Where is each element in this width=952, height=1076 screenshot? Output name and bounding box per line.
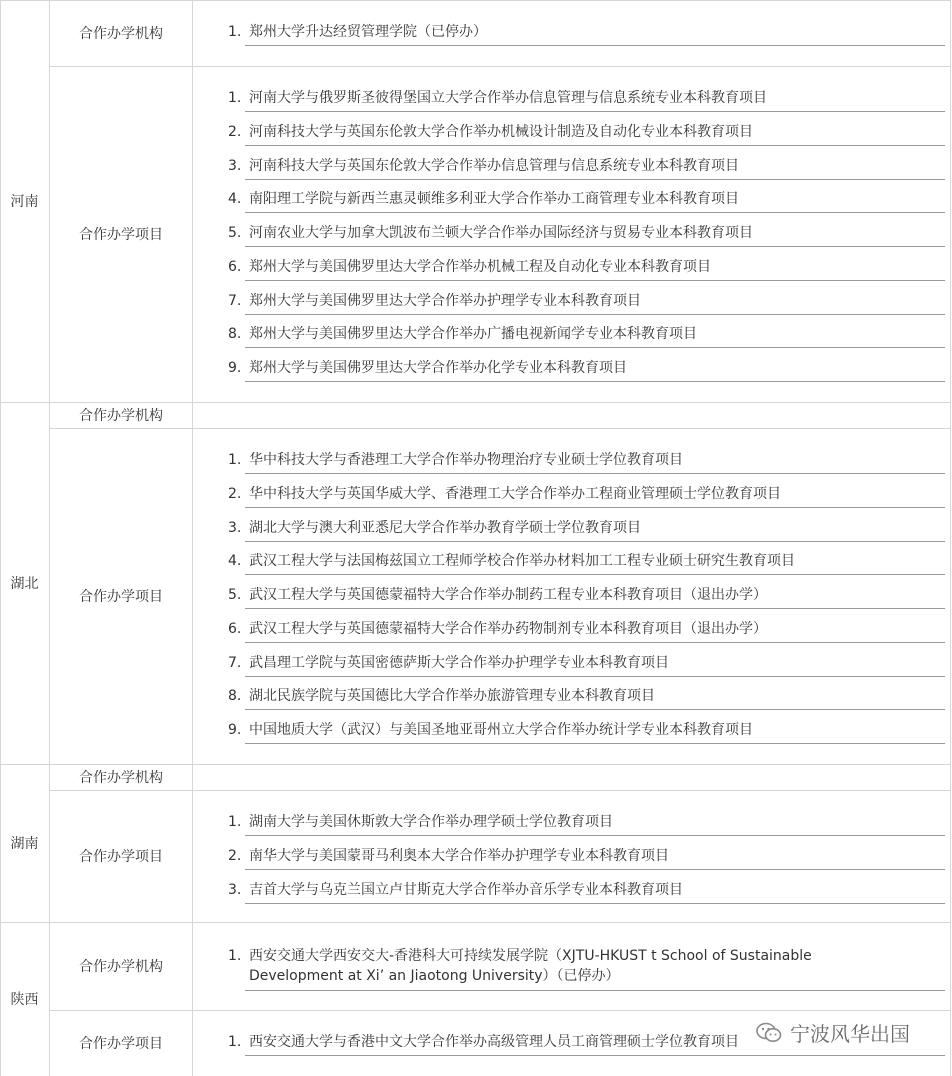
category-project: 合作办学项目 (79, 589, 163, 605)
list-item: 1. 西安交通大学与香港中文大学合作举办高级管理人员工商管理硕士学位教育项目 (228, 1034, 739, 1050)
watermark-text: 宁波风华出国 (790, 1022, 910, 1046)
list-item: 1. 河南大学与俄罗斯圣彼得堡国立大学合作举办信息管理与信息系统专业本科教育项目 (228, 90, 767, 106)
item-underline (245, 179, 945, 180)
province-shaanxi: 陕西 (10, 992, 39, 1008)
province-hubei: 湖北 (10, 576, 39, 592)
list-item: 1. 郑州大学升达经贸管理学院（已停办） (228, 24, 487, 40)
item-underline (245, 111, 945, 112)
list-item: 3. 湖北大学与澳大利亚悉尼大学合作举办教育学硕士学位教育项目 (228, 520, 641, 536)
watermark (756, 1018, 910, 1047)
list-item: 1. 华中科技大学与香港理工大学合作举办物理治疗专业硕士学位教育项目 (228, 452, 683, 468)
item-underline (245, 541, 945, 542)
list-item: 3. 吉首大学与乌克兰国立卢甘斯克大学合作举办音乐学专业本科教育项目 (228, 882, 683, 898)
item-underline (245, 642, 945, 643)
item-underline (245, 869, 945, 870)
list-item: 5. 河南农业大学与加拿大凯波布兰顿大学合作举办国际经济与贸易专业本科教育项目 (228, 225, 753, 241)
item-underline (245, 381, 945, 382)
category-institution: 合作办学机构 (79, 26, 163, 42)
list-item: 7. 郑州大学与美国佛罗里达大学合作举办护理学专业本科教育项目 (228, 293, 641, 309)
province-henan: 河南 (10, 194, 39, 210)
list-item: 6. 武汉工程大学与英国德蒙福特大学合作举办药物制剂专业本科教育项目（退出办学） (228, 621, 767, 637)
item-underline (245, 709, 945, 710)
list-item: 9. 郑州大学与美国佛罗里达大学合作举办化学专业本科教育项目 (228, 360, 627, 376)
category-project: 合作办学项目 (79, 227, 163, 243)
list-item: 3. 河南科技大学与英国东伦敦大学合作举办信息管理与信息系统专业本科教育项目 (228, 158, 739, 174)
list-item: 7. 武昌理工学院与英国密德萨斯大学合作举办护理学专业本科教育项目 (228, 655, 669, 671)
item-underline (245, 246, 945, 247)
item-underline (245, 990, 945, 991)
wechat-icon (756, 1022, 782, 1044)
table-border-right (950, 0, 951, 1076)
item-underline (245, 903, 945, 904)
list-item: 8. 郑州大学与美国佛罗里达大学合作举办广播电视新闻学专业本科教育项目 (228, 326, 697, 342)
item-underline (245, 835, 945, 836)
category-project: 合作办学项目 (79, 1036, 163, 1052)
list-item: 2. 华中科技大学与英国华威大学、香港理工大学合作举办工程商业管理硕士学位教育项目 (228, 486, 781, 502)
list-item: 4. 武汉工程大学与法国梅兹国立工程师学校合作举办材料加工工程专业硕士研究生教育项目 (228, 553, 795, 569)
item-underline (245, 347, 945, 348)
item-underline (245, 280, 945, 281)
list-item: 2. 南华大学与美国蒙哥马利奥本大学合作举办护理学专业本科教育项目 (228, 848, 669, 864)
item-underline (245, 212, 945, 213)
item-underline (245, 473, 945, 474)
item-underline (245, 608, 945, 609)
item-underline (245, 1055, 945, 1056)
category-institution: 合作办学机构 (79, 408, 163, 424)
item-underline (245, 45, 945, 46)
list-item: 9. 中国地质大学（武汉）与美国圣地亚哥州立大学合作举办统计学专业本科教育项目 (228, 722, 753, 738)
list-item: 1. 湖南大学与美国休斯敦大学合作举办理学硕士学位教育项目 (228, 814, 613, 830)
column-divider-2 (192, 0, 193, 1076)
list-item: 6. 郑州大学与美国佛罗里达大学合作举办机械工程及自动化专业本科教育项目 (228, 259, 711, 275)
category-project: 合作办学项目 (79, 849, 163, 865)
category-institution: 合作办学机构 (79, 959, 163, 975)
category-institution: 合作办学机构 (79, 770, 163, 786)
item-underline (245, 145, 945, 146)
list-item: 4. 南阳理工学院与新西兰惠灵顿维多利亚大学合作举办工商管理专业本科教育项目 (228, 191, 739, 207)
item-underline (245, 507, 945, 508)
item-underline (245, 314, 945, 315)
item-underline (245, 574, 945, 575)
list-item: 8. 湖北民族学院与英国德比大学合作举办旅游管理专业本科教育项目 (228, 688, 655, 704)
list-item: 1. 西安交通大学西安交大-香港科大可持续发展学院（XJTU-HKUST t School of Sustainable Development at Xi’ an Jiaotong University）（已停办） (228, 948, 812, 984)
list-item: 5. 武汉工程大学与英国德蒙福特大学合作举办制药工程专业本科教育项目（退出办学） (228, 587, 767, 603)
item-underline (245, 676, 945, 677)
province-hunan: 湖南 (10, 836, 39, 852)
list-item: 2. 河南科技大学与英国东伦敦大学合作举办机械设计制造及自动化专业本科教育项目 (228, 124, 753, 140)
item-underline (245, 743, 945, 744)
